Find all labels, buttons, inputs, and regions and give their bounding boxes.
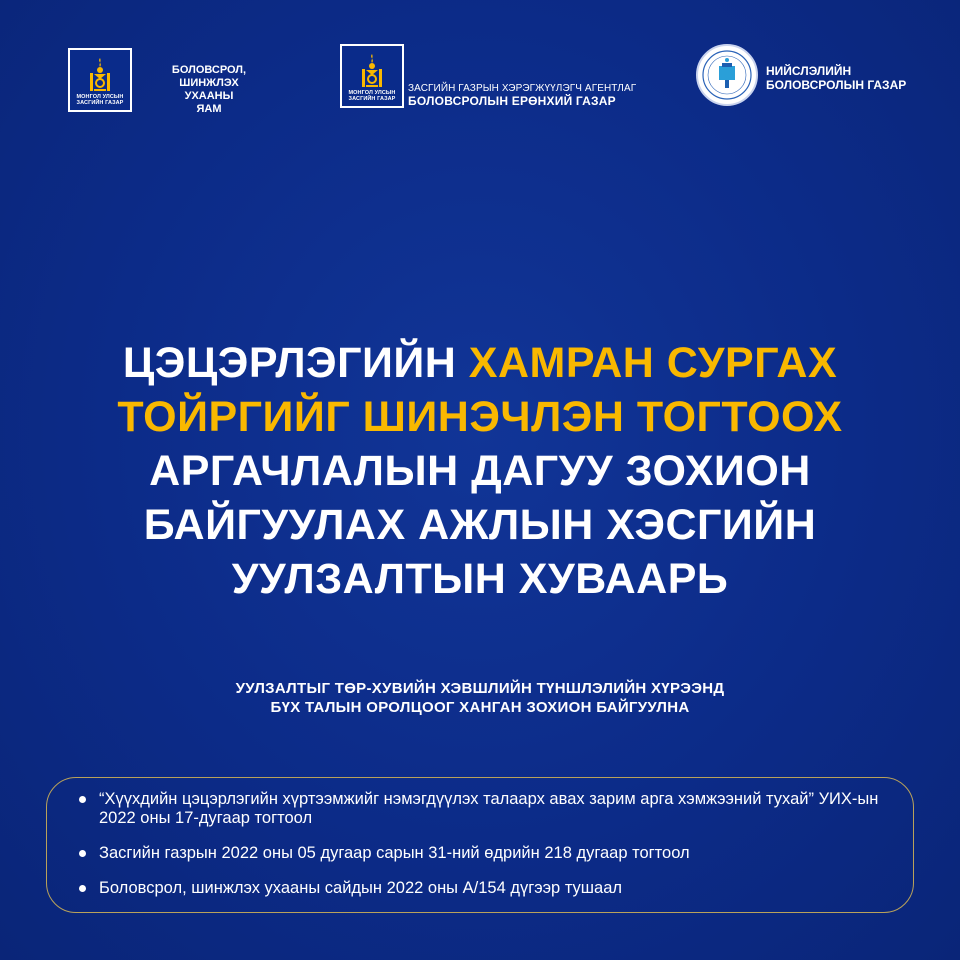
bullet-icon [79, 796, 86, 803]
main-title [40, 336, 920, 606]
title-line1-highlight: ХАМРАН СУРГАХ [468, 339, 838, 387]
subtitle-line1: УУЛЗАЛТЫГ ТӨР-ХУВИЙН ХЭВШЛИЙН ТҮНШЛЭЛИЙН ХҮРЭЭНД [235, 680, 725, 697]
reference-text: “Хүүхдийн цэцэрлэгийн хүртээмжийг нэмэгдүүлэх талаарх авах зарим арга хэмжээний тухай” УИХ-ын 2022 оны 17-дугаар тогтоол [99, 790, 879, 827]
agency-logo [340, 44, 636, 108]
title-line3: АРГАЧЛАЛЫН ДАГУУ ЗОХИОН [149, 447, 811, 495]
ministry-name-line1: БОЛОВСРОЛ, [171, 64, 247, 76]
agency-title: БОЛОВСРОЛЫН ЕРӨНХИЙ ГАЗАР [408, 94, 616, 108]
title-line4: БАЙГУУЛАХ АЖЛЫН ХЭСГИЙН [143, 501, 817, 549]
title-line2-highlight: ТОЙРГИЙГ ШИНЭЧЛЭН ТОГТООХ [117, 393, 843, 441]
subtitle-line2: БҮХ ТАЛЫН ОРОЛЦООГ ХАНГАН ЗОХИОН БАЙГУУЛНА [270, 699, 690, 716]
soyombo-emblem [68, 48, 132, 112]
reference-item [79, 790, 893, 828]
bullet-icon [79, 885, 86, 892]
references-box [46, 777, 914, 913]
title-line1-white: ЦЭЦЭРЛЭГИЙН [122, 339, 469, 387]
reference-text: Боловсрол, шинжлэх ухааны сайдын 2022 оны А/154 дүгээр тушаал [99, 879, 623, 897]
ministry-name-line2: ШИНЖЛЭХ УХААНЫ [179, 77, 239, 102]
title-line5: УУЛЗАЛТЫН ХУВААРЬ [231, 555, 729, 603]
ministry-logo [68, 44, 264, 116]
round-emblem [696, 44, 758, 106]
capital-education-name [766, 64, 906, 92]
soyombo-emblem [340, 44, 404, 108]
soyombo-icon [84, 56, 116, 94]
reference-item [79, 844, 893, 863]
soyombo-icon [356, 52, 388, 90]
ministry-name-line3: ЯАМ [196, 103, 222, 115]
emblem-caption: МОНГОЛ УЛСЫН ЗАСГИЙН ГАЗАР [348, 90, 396, 102]
agency-subtitle: ЗАСГИЙН ГАЗРЫН ХЭРЭГЖҮҮЛЭГЧ АГЕНТЛАГ [408, 83, 637, 94]
emblem-caption: МОНГОЛ УЛСЫН ЗАСГИЙН ГАЗАР [76, 94, 124, 106]
subtitle [60, 679, 900, 717]
capital-education-line1: НИЙСЛЭЛИЙН [766, 64, 852, 78]
education-emblem-icon [698, 46, 756, 104]
title-line1 [40, 336, 920, 390]
ministry-name [154, 64, 264, 116]
capital-education-line2: БОЛОВСРОЛЫН ГАЗАР [766, 78, 907, 92]
agency-name [408, 82, 636, 108]
reference-text: Засгийн газрын 2022 оны 05 дугаар сарын 31-ний өдрийн 218 дугаар тогтоол [99, 844, 690, 862]
reference-item [79, 879, 893, 898]
capital-education-logo [696, 44, 906, 106]
bullet-icon [79, 850, 86, 857]
